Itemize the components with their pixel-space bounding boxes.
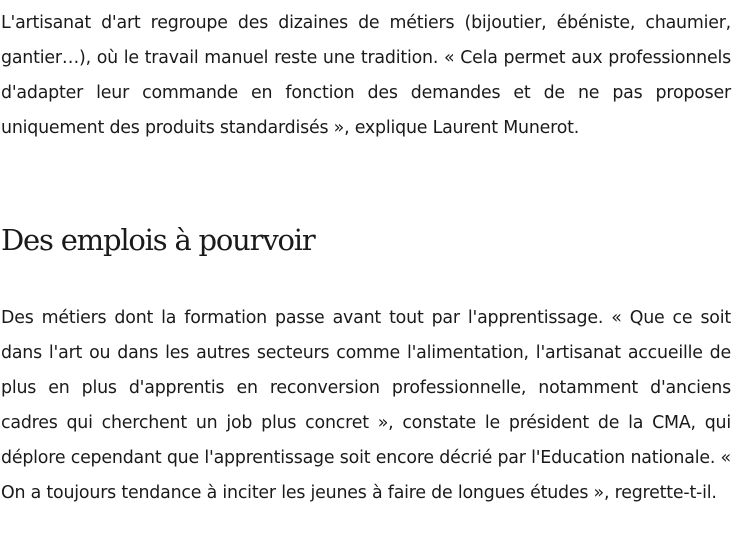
article-paragraph: L'artisanat d'art regroupe des dizaines de métiers (bijoutier, ébéniste, chaumier, gantier…), où le travail manuel reste une tradition. « Cela permet aux professionnels d'adapter leur commande en fonction des demandes et de ne pas proposer uniquement des produits standardisés », explique Laurent Munerot.: [1, 13, 731, 138]
article-paragraph: Des métiers dont la formation passe avant tout par l'apprentissage. « Que ce soit dans l'art ou dans les autres secteurs comme l'alimentation, l'artisanat accueille de plus en plus d'apprentis en reconversion professionnelle, notamment d'anciens cadres qui cherchent un job plus concret », constate le président de la CMA, qui déplore cependant que l'apprentissage soit encore décrié par l'Education nationale. « On a toujours tendance à inciter les jeunes à faire de longues études », regrette-t-il.: [1, 308, 731, 503]
section-heading: Des emplois à pourvoir: [1, 223, 315, 257]
